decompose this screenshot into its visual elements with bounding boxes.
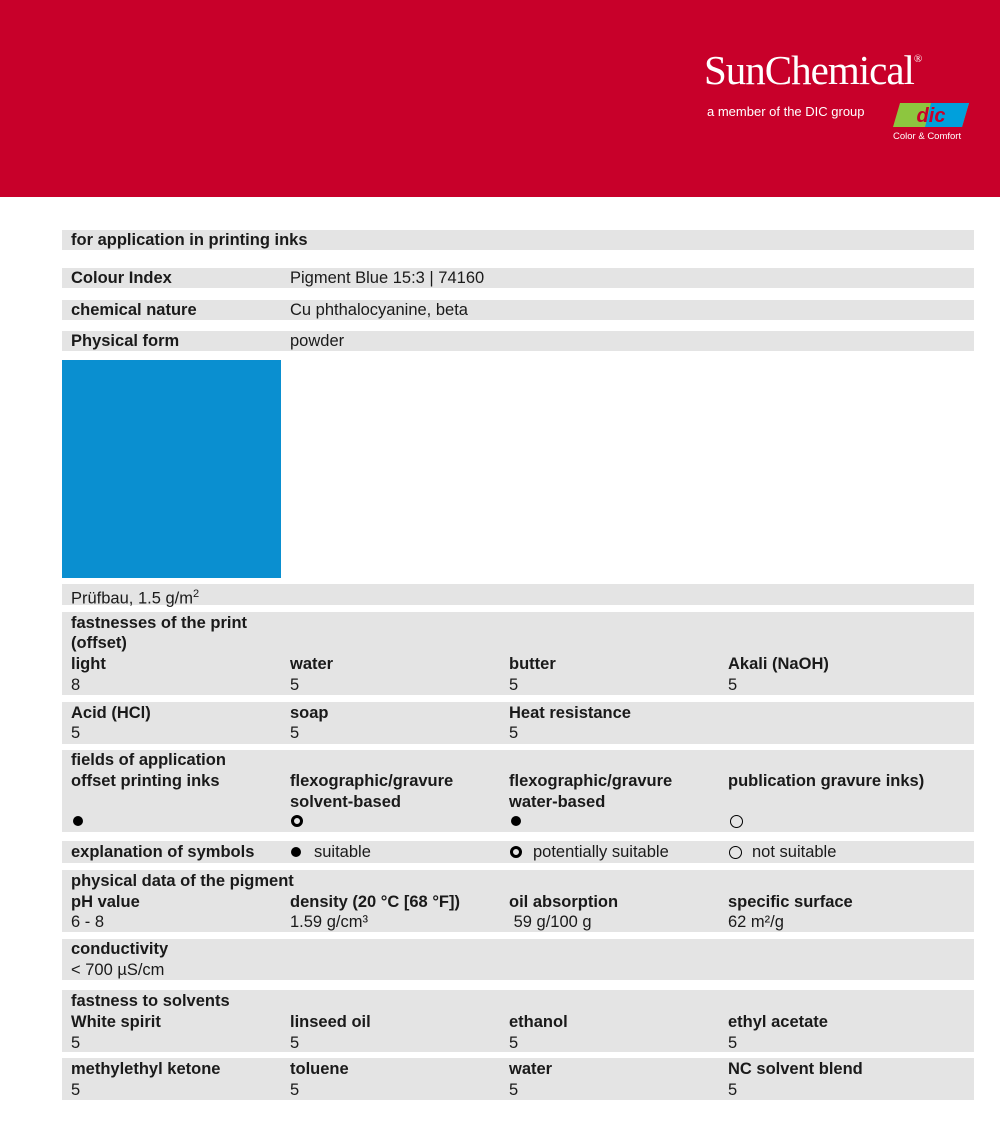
- oil-absorption-label: oil absorption: [509, 893, 619, 911]
- light-label: light: [71, 655, 106, 673]
- white-spirit-label: White spirit: [71, 1013, 161, 1031]
- soap-label: soap: [290, 704, 329, 722]
- flexo-water-label: flexographic/gravure: [509, 772, 673, 790]
- brand-header: [0, 0, 1000, 197]
- white-spirit-value: 5: [71, 1034, 81, 1052]
- linseed-oil-value: 5: [290, 1034, 300, 1052]
- application-title: for application in printing inks: [71, 231, 308, 249]
- color-swatch: [62, 360, 281, 578]
- mek-value: 5: [71, 1081, 81, 1099]
- flexo-solvent-potential-icon: [291, 815, 303, 827]
- chemical-nature-value: Cu phthalocyanine, beta: [290, 301, 468, 319]
- density-label: density (20 °C [68 °F]): [290, 893, 460, 911]
- solvent-water-label: water: [509, 1060, 553, 1078]
- chemical-nature-row: [62, 300, 974, 320]
- water-value: 5: [290, 676, 300, 694]
- potentially-suitable-text: potentially suitable: [533, 843, 669, 861]
- heat-value: 5: [509, 724, 519, 742]
- offset-label: offset printing inks: [71, 772, 220, 790]
- acid-value: 5: [71, 724, 81, 742]
- water-label: water: [290, 655, 334, 673]
- oil-absorption-value: 59 g/100 g: [509, 913, 592, 931]
- publication-label: publication gravure inks): [728, 772, 925, 790]
- ethanol-value: 5: [509, 1034, 519, 1052]
- physical-form-row: [62, 331, 974, 351]
- sunchemical-logo: SunChemical®: [704, 47, 923, 93]
- dic-member-line: a member of the DIC group: [707, 104, 865, 119]
- suitable-icon: [291, 847, 301, 857]
- colour-index-row: [62, 268, 974, 288]
- specific-surface-value: 62 m²/g: [728, 913, 784, 931]
- flexo-water-suitable-icon: [511, 816, 521, 826]
- nc-blend-label: NC solvent blend: [728, 1060, 863, 1078]
- flexo-solvent-label-2: solvent-based: [290, 793, 401, 811]
- print-fastness-heading-2: (offset): [71, 634, 127, 652]
- light-value: 8: [71, 676, 81, 694]
- ph-label: pH value: [71, 893, 140, 911]
- not-suitable-icon: [729, 846, 742, 859]
- solvents-heading: fastness to solvents: [71, 992, 230, 1010]
- mek-label: methylethyl ketone: [71, 1060, 221, 1078]
- svg-text:dic: dic: [916, 105, 946, 127]
- acid-label: Acid (HCl): [71, 704, 151, 722]
- alkali-value: 5: [728, 676, 738, 694]
- flexo-solvent-label: flexographic/gravure: [290, 772, 454, 790]
- potentially-suitable-icon: [510, 846, 522, 858]
- colour-index-label: Colour Index: [71, 269, 172, 287]
- offset-suitable-icon: [73, 816, 83, 826]
- butter-label: butter: [509, 655, 556, 673]
- not-suitable-text: not suitable: [752, 843, 837, 861]
- dic-tagline: Color & Comfort: [893, 131, 962, 142]
- soap-value: 5: [290, 724, 300, 742]
- physical-form-value: powder: [290, 332, 345, 350]
- physical-form-label: Physical form: [71, 332, 180, 350]
- density-value: 1.59 g/cm³: [290, 913, 368, 931]
- dic-logo-icon: [893, 103, 969, 127]
- ethyl-acetate-label: ethyl acetate: [728, 1013, 828, 1031]
- chemical-nature-label: chemical nature: [71, 301, 197, 319]
- symbols-label: explanation of symbols: [71, 843, 255, 861]
- specific-surface-label: specific surface: [728, 893, 853, 911]
- heat-label: Heat resistance: [509, 704, 631, 722]
- ethanol-label: ethanol: [509, 1013, 568, 1031]
- linseed-oil-label: linseed oil: [290, 1013, 371, 1031]
- alkali-label: Akali (NaOH): [728, 655, 829, 673]
- conductivity-value: < 700 µS/cm: [71, 961, 165, 979]
- conductivity-label: conductivity: [71, 940, 169, 958]
- nc-blend-value: 5: [728, 1081, 738, 1099]
- publication-not-suitable-icon: [730, 815, 743, 828]
- toluene-value: 5: [290, 1081, 300, 1099]
- flexo-water-label-2: water-based: [509, 793, 606, 811]
- conductivity-block: [62, 939, 974, 980]
- solvent-water-value: 5: [509, 1081, 519, 1099]
- fields-heading: fields of application: [71, 751, 226, 769]
- ph-value: 6 - 8: [71, 913, 105, 931]
- ethyl-acetate-value: 5: [728, 1034, 738, 1052]
- print-sample-label: Prüfbau, 1.5 $g/m^2$: [71, 588, 200, 608]
- butter-value: 5: [509, 676, 519, 694]
- toluene-label: toluene: [290, 1060, 349, 1078]
- colour-index-value: Pigment Blue 15:3 | 74160: [290, 269, 485, 287]
- print-fastness-heading: fastnesses of the print: [71, 614, 248, 632]
- suitable-text: suitable: [314, 843, 371, 861]
- physical-heading: physical data of the pigment: [71, 872, 294, 890]
